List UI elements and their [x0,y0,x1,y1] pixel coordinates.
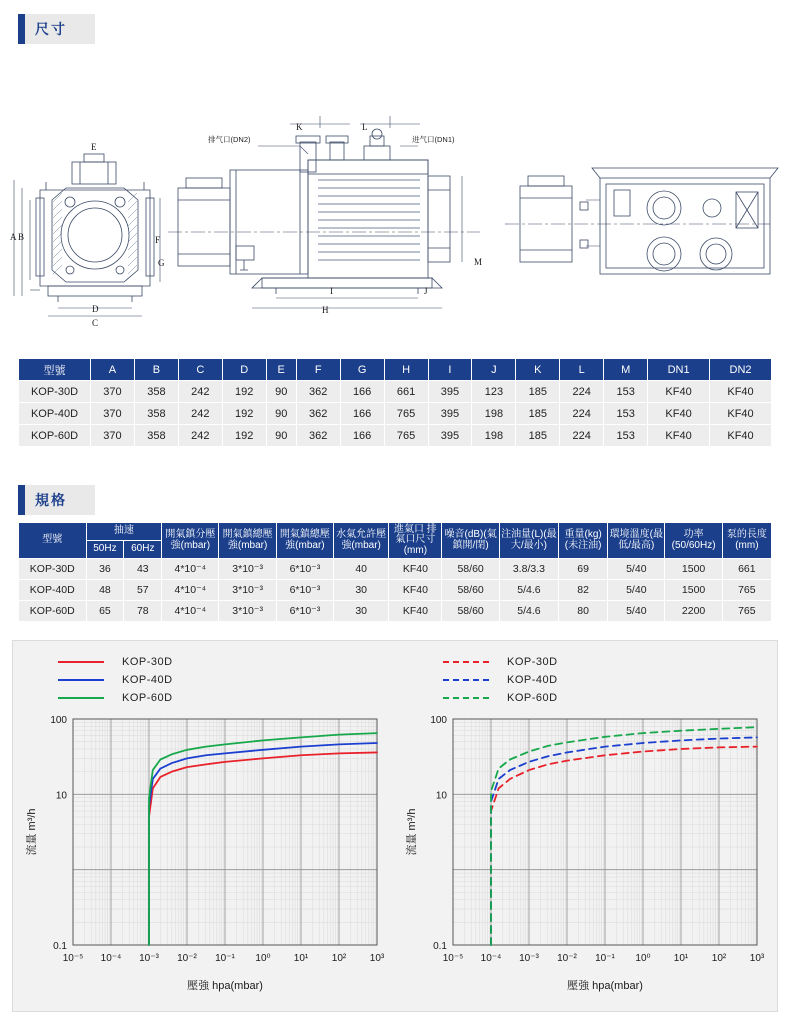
specs-section-heading: 規格 [18,485,95,515]
cell-dn2: KF40 [710,381,772,403]
dim-label-D: D [92,304,99,314]
chart-60hz [401,701,773,1006]
col-oil-capacity: 注油量(L)(最大/最小) [499,523,558,559]
cell-weight: 80 [559,601,608,622]
cell-oil: 5/4.6 [499,601,558,622]
svg-text:0.1: 0.1 [433,941,447,952]
svg-text:10: 10 [435,790,447,802]
cell-c: 242 [178,381,222,403]
table-row [19,425,772,447]
dim-label-I: I [330,286,333,296]
col-b: B [134,359,178,381]
cell-dn2: KF40 [710,425,772,447]
dim-label-E: E [91,142,97,152]
col-m: M [604,359,648,381]
cell-speed-60: 57 [124,580,162,601]
cell-d: 192 [222,381,266,403]
col-k: K [516,359,560,381]
col-gas-ballast-partial: 開氣鎮分壓強(mbar) [162,523,219,559]
cell-dn1: KF40 [648,425,710,447]
svg-text:10⁰: 10⁰ [255,953,271,964]
cell-h: 661 [384,381,428,403]
legend-item [443,653,558,671]
col-model: 型號 [19,359,91,381]
svg-text:10⁻³: 10⁻³ [519,953,539,964]
legend-label-kop30d: KOP-30D [122,656,173,668]
cell-b: 358 [134,425,178,447]
cell-m: 153 [604,425,648,447]
cell-model: KOP-60D [19,425,91,447]
dim-label-L: L [362,122,368,132]
col-a: A [91,359,135,381]
col-water-vapor: 水氣允許壓強(mbar) [334,523,389,559]
svg-text:流量 m³/h: 流量 m³/h [26,808,38,856]
cell-speed-50: 65 [86,601,124,622]
col-g: G [340,359,384,381]
dimension-table [18,358,772,447]
legend-label-kop40d: KOP-40D [122,674,173,686]
cell-l: 224 [560,425,604,447]
cell-model: KOP-30D [19,559,87,580]
chart-60hz-svg [401,701,773,1001]
svg-text:10³: 10³ [369,953,385,964]
cell-e: 90 [266,381,296,403]
table-row [19,403,772,425]
dimensions-section-heading: 尺寸 [18,14,95,44]
col-speed-50hz: 50Hz [86,541,124,559]
cell-length: 765 [722,580,771,601]
cell-noise: 58/60 [442,559,499,580]
cell-temp: 5/40 [608,580,665,601]
legend-item [58,671,173,689]
cell-e: 90 [266,403,296,425]
cell-noise: 58/60 [442,580,499,601]
cell-length: 765 [722,601,771,622]
svg-text:10⁻¹: 10⁻¹ [595,953,615,964]
legend-item [58,653,173,671]
callout-intake-label: 进气口(DN1) [412,135,455,144]
cell-gb-partial: 4*10⁻⁴ [162,601,219,622]
dim-label-A: A [10,232,17,242]
legend-50hz [58,653,173,707]
callout-exhaust-label: 排气口(DN2) [208,135,251,144]
legend-swatch-kop40d [443,679,489,681]
chart-50hz-svg [21,701,393,1001]
cell-noise: 58/60 [442,601,499,622]
col-h: H [384,359,428,381]
cell-model: KOP-30D [19,381,91,403]
cell-h: 765 [384,403,428,425]
cell-gb-total: 3*10⁻³ [219,559,276,580]
cell-gb-total-2: 6*10⁻³ [276,580,333,601]
svg-text:10⁻²: 10⁻² [177,953,197,964]
cell-i: 395 [428,381,472,403]
cell-model: KOP-40D [19,580,87,601]
cell-i: 395 [428,403,472,425]
cell-f: 362 [296,425,340,447]
cell-speed-50: 48 [86,580,124,601]
cell-gb-total: 3*10⁻³ [219,601,276,622]
cell-k: 185 [516,403,560,425]
cell-water-vapor: 30 [334,580,389,601]
svg-text:10¹: 10¹ [293,953,309,964]
cell-i: 395 [428,425,472,447]
svg-text:10⁻⁴: 10⁻⁴ [480,953,502,964]
legend-item [443,671,558,689]
svg-text:10⁻⁴: 10⁻⁴ [100,953,122,964]
legend-label-kop30d: KOP-30D [507,656,558,668]
cell-dn1: KF40 [648,403,710,425]
col-f: F [296,359,340,381]
svg-text:壓強 hpa(mbar): 壓強 hpa(mbar) [187,980,263,992]
cell-model: KOP-40D [19,403,91,425]
svg-text:100: 100 [430,715,447,726]
legend-swatch-kop40d [58,679,104,681]
table-header-row-top [19,523,772,541]
col-i: I [428,359,472,381]
cell-f: 362 [296,403,340,425]
col-power: 功率(50/60Hz) [665,523,722,559]
svg-text:10³: 10³ [749,953,765,964]
cell-port: KF40 [389,580,442,601]
svg-text:10⁻³: 10⁻³ [139,953,159,964]
svg-text:100: 100 [50,715,67,726]
cell-weight: 82 [559,580,608,601]
legend-label-kop60d: KOP-60D [122,692,173,704]
cell-speed-60: 43 [124,559,162,580]
dim-label-C: C [92,318,99,328]
cell-gb-partial: 4*10⁻⁴ [162,580,219,601]
cell-gb-partial: 4*10⁻⁴ [162,559,219,580]
cell-b: 358 [134,403,178,425]
col-speed-60hz: 60Hz [124,541,162,559]
cell-port: KF40 [389,601,442,622]
cell-dn1: KF40 [648,381,710,403]
svg-text:10²: 10² [711,953,727,964]
dim-label-F: F [155,235,161,245]
legend-swatch-kop60d [443,697,489,699]
cell-m: 153 [604,403,648,425]
cell-c: 242 [178,403,222,425]
cell-speed-60: 78 [124,601,162,622]
cell-temp: 5/40 [608,601,665,622]
cell-model: KOP-60D [19,601,87,622]
cell-power: 1500 [665,580,722,601]
cell-k: 185 [516,381,560,403]
col-weight: 重量(kg)(未注油) [559,523,608,559]
table-row [19,559,772,580]
cell-a: 370 [91,425,135,447]
svg-text:0.1: 0.1 [53,941,67,952]
col-j: J [472,359,516,381]
dim-label-M: M [474,257,483,267]
svg-text:10⁻⁵: 10⁻⁵ [442,953,464,964]
cell-gb-total-2: 6*10⁻³ [276,601,333,622]
cell-d: 192 [222,403,266,425]
cell-j: 198 [472,403,516,425]
table-row [19,601,772,622]
cell-c: 242 [178,425,222,447]
svg-text:10: 10 [55,790,67,802]
col-c: C [178,359,222,381]
cell-a: 370 [91,381,135,403]
cell-l: 224 [560,403,604,425]
svg-text:10⁻⁵: 10⁻⁵ [62,953,84,964]
pump-technical-drawing [0,50,790,328]
col-e: E [266,359,296,381]
performance-charts-panel [12,640,778,1012]
dim-label-K: K [296,122,303,132]
svg-text:10⁰: 10⁰ [635,953,651,964]
cell-temp: 5/40 [608,559,665,580]
cell-a: 370 [91,403,135,425]
cell-g: 166 [340,381,384,403]
cell-f: 362 [296,381,340,403]
col-l: L [560,359,604,381]
legend-60hz [443,653,558,707]
col-dn1: DN1 [648,359,710,381]
col-ambient-temp: 環境溫度(最低/最高) [608,523,665,559]
cell-oil: 3.8/3.3 [499,559,558,580]
legend-swatch-kop30d [443,661,489,663]
cell-port: KF40 [389,559,442,580]
col-port-size: 進氣口 排氣口尺寸(mm) [389,523,442,559]
cell-j: 198 [472,425,516,447]
specification-table [18,522,772,622]
legend-swatch-kop60d [58,697,104,699]
cell-water-vapor: 40 [334,559,389,580]
cell-gb-total: 3*10⁻³ [219,580,276,601]
svg-text:10⁻¹: 10⁻¹ [215,953,235,964]
cell-g: 166 [340,425,384,447]
col-d: D [222,359,266,381]
svg-text:流量 m³/h: 流量 m³/h [406,808,418,856]
legend-label-kop40d: KOP-40D [507,674,558,686]
dim-label-G: G [158,258,165,268]
col-gas-ballast-total-2: 開氣鎮總壓強(mbar) [276,523,333,559]
cell-oil: 5/4.6 [499,580,558,601]
col-speed-group: 抽速 [86,523,162,541]
col-noise: 噪音(dB)(氣鎮開/閉) [442,523,499,559]
cell-power: 1500 [665,559,722,580]
table-row [19,381,772,403]
cell-l: 224 [560,381,604,403]
col-gas-ballast-total: 開氣鎮總壓強(mbar) [219,523,276,559]
cell-speed-50: 36 [86,559,124,580]
cell-e: 90 [266,425,296,447]
dim-label-H: H [322,305,329,315]
legend-label-kop60d: KOP-60D [507,692,558,704]
svg-text:壓強 hpa(mbar): 壓強 hpa(mbar) [567,980,643,992]
cell-g: 166 [340,403,384,425]
cell-h: 765 [384,425,428,447]
dim-label-B: B [18,232,25,242]
col-dn2: DN2 [710,359,772,381]
col-model: 型號 [19,523,87,559]
cell-m: 153 [604,381,648,403]
cell-weight: 69 [559,559,608,580]
cell-k: 185 [516,425,560,447]
legend-swatch-kop30d [58,661,104,663]
cell-b: 358 [134,381,178,403]
cell-d: 192 [222,425,266,447]
col-pump-length: 泵的長度(mm) [722,523,771,559]
chart-50hz [21,701,393,1006]
cell-dn2: KF40 [710,403,772,425]
cell-j: 123 [472,381,516,403]
cell-length: 661 [722,559,771,580]
cell-gb-total-2: 6*10⁻³ [276,559,333,580]
svg-text:10⁻²: 10⁻² [557,953,577,964]
cell-power: 2200 [665,601,722,622]
table-row [19,580,772,601]
svg-text:10²: 10² [331,953,347,964]
cell-water-vapor: 30 [334,601,389,622]
svg-text:10¹: 10¹ [673,953,689,964]
drawing-svg [0,50,790,328]
dim-label-J: J [424,286,428,296]
table-header-row [19,359,772,381]
